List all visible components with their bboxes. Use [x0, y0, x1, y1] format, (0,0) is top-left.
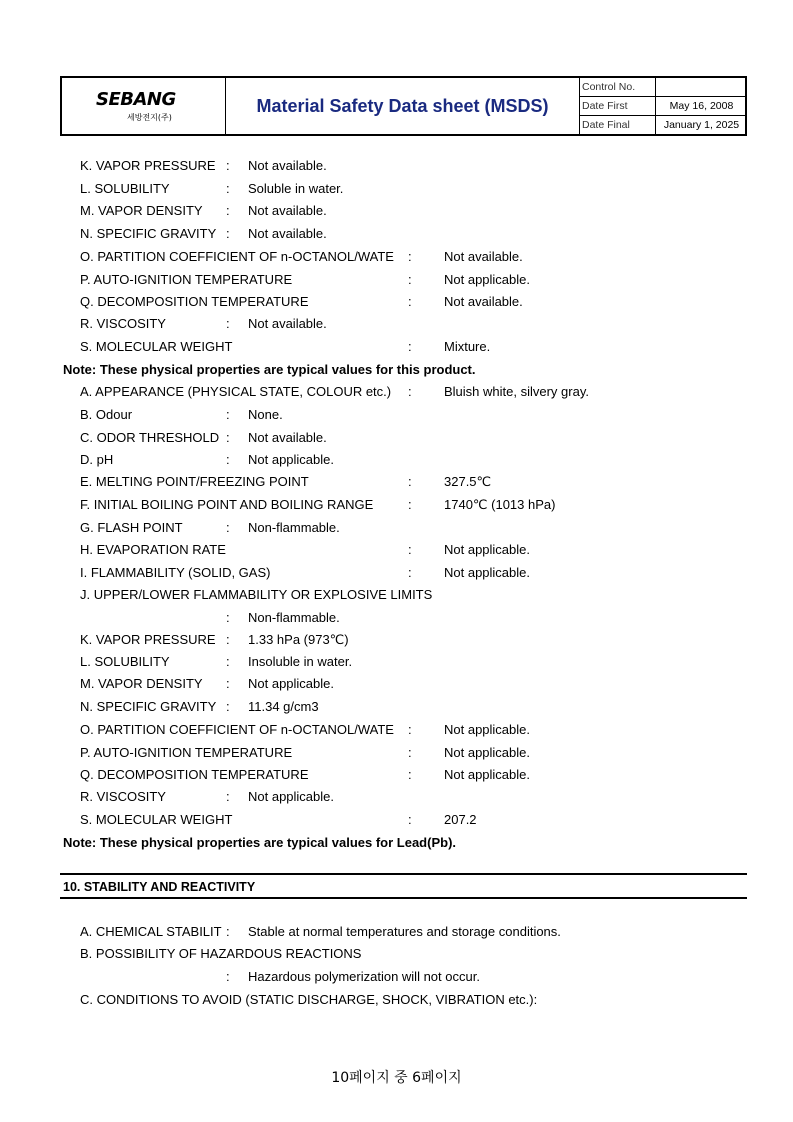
property-value: Not applicable.: [444, 272, 530, 287]
property-value: 1.33 hPa (973℃): [248, 632, 349, 647]
property-value: Insoluble in water.: [248, 654, 353, 669]
property-value: Not available.: [248, 316, 327, 331]
property-value: 207.2: [444, 812, 477, 827]
property-colon: :: [226, 452, 230, 467]
property-value: Not available.: [444, 249, 523, 264]
property-colon: :: [226, 699, 230, 714]
property-value: 11.34 g/cm3: [248, 699, 319, 714]
property-colon: :: [408, 474, 412, 489]
meta-label: Date Final: [580, 116, 656, 135]
property-label: G. FLASH POINT: [80, 520, 183, 535]
property-value: Not applicable.: [444, 722, 530, 737]
property-value: Not applicable.: [248, 452, 334, 467]
reactions-colon: :: [226, 969, 230, 984]
meta-value: [656, 78, 748, 97]
property-value: Not available.: [248, 203, 327, 218]
property-label: L. SOLUBILITY: [80, 181, 170, 196]
section-divider-top: [60, 873, 747, 875]
property-value: None.: [248, 407, 283, 422]
property-value: Not available.: [248, 226, 327, 241]
property-value: Soluble in water.: [248, 181, 344, 196]
property-label: N. SPECIFIC GRAVITY: [80, 226, 217, 241]
property-value: Non-flammable.: [248, 610, 340, 625]
property-colon: :: [226, 632, 230, 647]
stability-value: Stable at normal temperatures and storage conditions.: [248, 924, 561, 939]
property-label: R. VISCOSITY: [80, 789, 166, 804]
property-label: M. VAPOR DENSITY: [80, 676, 203, 691]
property-colon: :: [226, 610, 230, 625]
property-colon: :: [408, 722, 412, 737]
property-value: Mixture.: [444, 339, 491, 354]
property-colon: :: [408, 542, 412, 557]
property-label: P. AUTO-IGNITION TEMPERATURE: [80, 272, 293, 287]
meta-label: Control No.: [580, 78, 656, 97]
property-colon: :: [226, 316, 230, 331]
reactions-label: B. POSSIBILITY OF HAZARDOUS REACTIONS: [80, 946, 362, 961]
property-colon: :: [226, 226, 230, 241]
property-value: Not available.: [248, 430, 327, 445]
property-value: 1740℃ (1013 hPa): [444, 497, 556, 512]
property-label: H. EVAPORATION RATE: [80, 542, 226, 557]
property-colon: :: [408, 249, 412, 264]
property-colon: :: [226, 203, 230, 218]
property-value: Not applicable.: [444, 542, 530, 557]
document-title: Material Safety Data sheet (MSDS): [256, 96, 549, 116]
property-value: Not applicable.: [444, 767, 530, 782]
logo-subtitle: 세방전지(주): [127, 113, 172, 122]
section-divider-bottom: [60, 897, 747, 899]
property-label: J. UPPER/LOWER FLAMMABILITY OR EXPLOSIVE LIMITS: [80, 587, 433, 602]
property-colon: :: [408, 294, 412, 309]
property-colon: :: [226, 407, 230, 422]
property-label: R. VISCOSITY: [80, 316, 166, 331]
property-label: A. APPEARANCE (PHYSICAL STATE, COLOUR etc.): [80, 384, 392, 399]
document-meta-table: [580, 78, 747, 134]
property-label: Q. DECOMPOSITION TEMPERATURE: [80, 294, 309, 309]
property-label: I. FLAMMABILITY (SOLID, GAS): [80, 565, 271, 580]
property-colon: :: [408, 812, 412, 827]
property-colon: :: [226, 430, 230, 445]
document-header: [60, 76, 747, 136]
conditions-label: C. CONDITIONS TO AVOID (STATIC DISCHARGE, SHOCK, VIBRATION etc.):: [80, 992, 538, 1007]
property-label: O. PARTITION COEFFICIENT OF n-OCTANOL/WATE: [80, 249, 394, 264]
note-product: Note: These physical properties are typical values for this product.: [63, 362, 476, 377]
property-label: F. INITIAL BOILING POINT AND BOILING RANGE: [80, 497, 374, 512]
property-label: N. SPECIFIC GRAVITY: [80, 699, 217, 714]
property-label: S. MOLECULAR WEIGHT: [80, 812, 233, 827]
property-label: C. ODOR THRESHOLD: [80, 430, 220, 445]
property-label: Q. DECOMPOSITION TEMPERATURE: [80, 767, 309, 782]
property-value: Not available.: [444, 294, 523, 309]
property-label: M. VAPOR DENSITY: [80, 203, 203, 218]
property-value: Bluish white, silvery gray.: [444, 384, 589, 399]
property-colon: :: [226, 789, 230, 804]
property-colon: :: [408, 272, 412, 287]
page-footer: 10페이지 중 6페이지: [331, 1070, 462, 1086]
property-label: O. PARTITION COEFFICIENT OF n-OCTANOL/WATE: [80, 722, 394, 737]
stability-colon: :: [226, 924, 230, 939]
property-label: K. VAPOR PRESSURE: [80, 632, 216, 647]
meta-row-date-final: [580, 116, 747, 135]
property-value: Not available.: [248, 158, 327, 173]
reactions-value: Hazardous polymerization will not occur.: [248, 969, 480, 984]
title-cell: [226, 78, 580, 134]
note-lead: Note: These physical properties are typical values for Lead(Pb).: [63, 835, 457, 850]
sebang-logo: SEBANG: [96, 89, 176, 110]
property-colon: :: [226, 520, 230, 535]
property-value: 327.5℃: [444, 474, 492, 489]
property-value: Not applicable.: [248, 676, 334, 691]
property-colon: :: [226, 158, 230, 173]
property-value: Not applicable.: [444, 565, 530, 580]
property-label: L. SOLUBILITY: [80, 654, 170, 669]
property-colon: :: [408, 745, 412, 760]
property-label: B. Odour: [80, 407, 133, 422]
property-label: K. VAPOR PRESSURE: [80, 158, 216, 173]
property-label: P. AUTO-IGNITION TEMPERATURE: [80, 745, 293, 760]
property-colon: :: [226, 181, 230, 196]
stability-label: A. CHEMICAL STABILIT: [80, 924, 222, 939]
property-label: S. MOLECULAR WEIGHT: [80, 339, 233, 354]
property-value: Not applicable.: [248, 789, 334, 804]
meta-label: Date First: [580, 97, 656, 116]
property-colon: :: [408, 384, 412, 399]
section-title: 10. STABILITY AND REACTIVITY: [63, 880, 256, 894]
meta-value: May 16, 2008: [656, 97, 748, 116]
logo-cell: [62, 78, 226, 134]
property-value: Non-flammable.: [248, 520, 340, 535]
meta-value: January 1, 2025: [663, 119, 740, 131]
meta-row-date-first: [580, 97, 747, 116]
property-label: D. pH: [80, 452, 114, 467]
property-colon: :: [408, 339, 412, 354]
property-colon: :: [226, 654, 230, 669]
property-colon: :: [226, 676, 230, 691]
property-colon: :: [408, 565, 412, 580]
property-value: Not applicable.: [444, 745, 530, 760]
property-colon: :: [408, 767, 412, 782]
property-colon: :: [408, 497, 412, 512]
property-label: E. MELTING POINT/FREEZING POINT: [80, 474, 309, 489]
meta-row-control: [580, 78, 747, 97]
